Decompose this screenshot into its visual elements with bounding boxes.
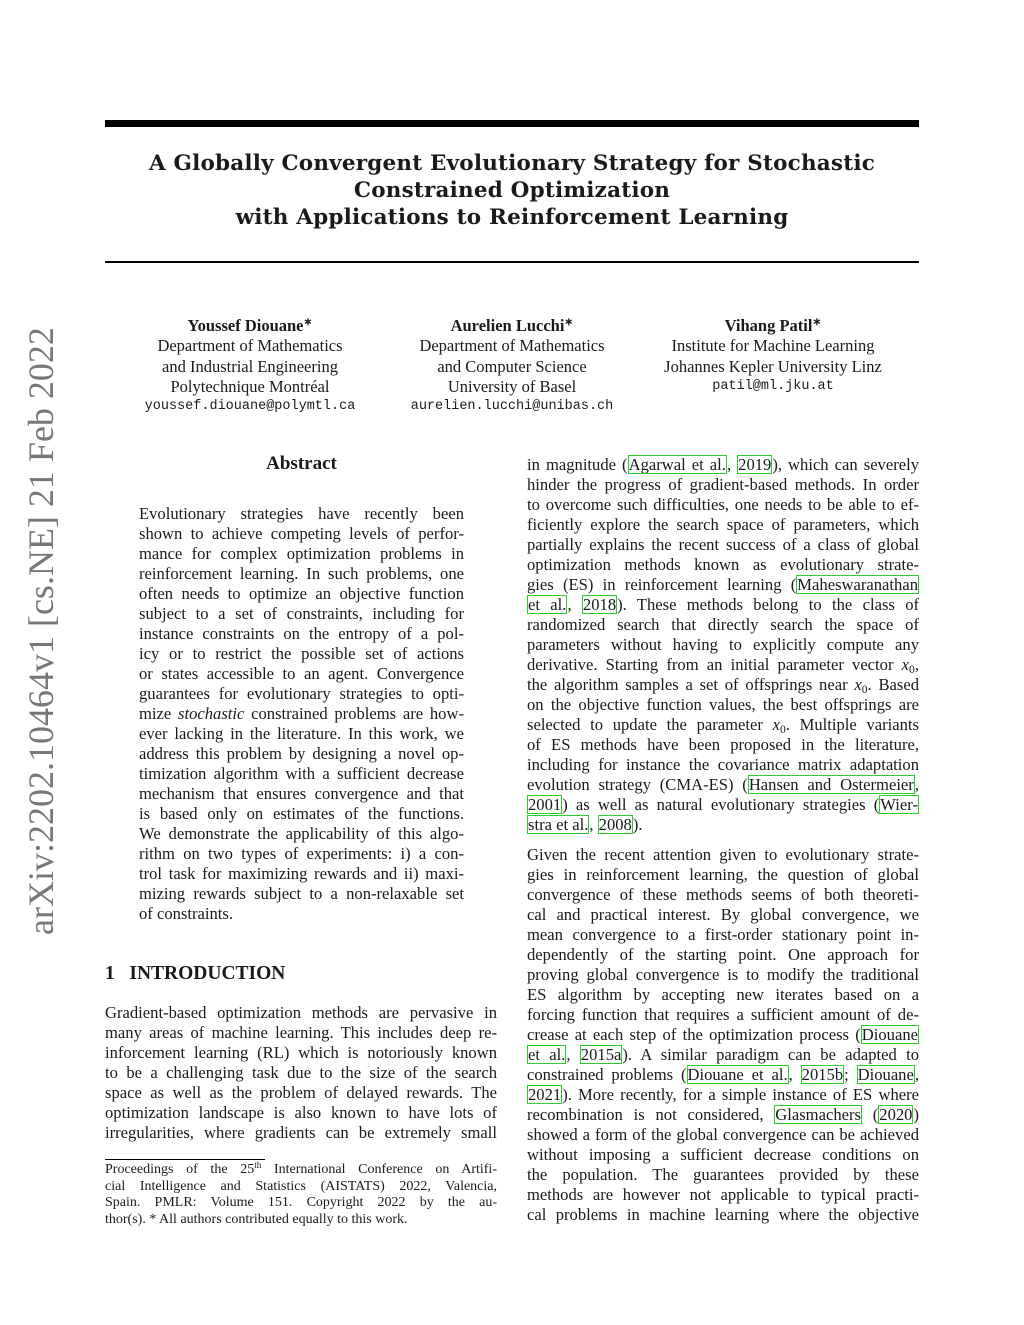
author-name-text: Youssef Diouane (187, 316, 304, 335)
text-line (105, 1123, 497, 1143)
citation-link[interactable]: 2008 (598, 815, 632, 834)
text-line (527, 515, 919, 535)
affiliation-line: and Computer Science (437, 356, 587, 376)
text-segment: often needs to optimize an objective function (139, 584, 464, 603)
text-segment: ( (861, 1105, 879, 1124)
text-line (527, 455, 919, 475)
text-segment: We demonstrate the applicability of this algo- (139, 824, 464, 843)
italic-text: x (854, 675, 862, 694)
text-line (527, 735, 919, 755)
text-segment: proving global convergence is to modify the traditional (527, 965, 919, 984)
citation-link[interactable]: 2020 (879, 1105, 913, 1124)
text-segment: Evolutionary strategies have recently been (139, 504, 464, 523)
text-segment: space as well as the problem of delayed rewards. The (105, 1083, 497, 1102)
author-name-text: Vihang Patil (724, 316, 813, 335)
text-line (527, 655, 919, 675)
citation-link[interactable]: et al. (528, 595, 567, 614)
text-segment: randomized search that directly search the space of (527, 615, 919, 634)
text-line (105, 1003, 497, 1023)
citation-link[interactable]: et al. (528, 1045, 566, 1064)
text-segment: rithm on two types of experiments: i) a con- (139, 844, 464, 863)
citation-link[interactable]: Glasmachers (775, 1105, 861, 1124)
author-block (120, 316, 380, 417)
text-segment: reinforcement learning. In such problems, one (139, 564, 464, 583)
text-segment: mizing rewards subject to a non-relaxable set (139, 884, 464, 903)
text-line (527, 755, 919, 775)
paper-title (105, 150, 919, 231)
title-line: Constrained Optimization (353, 178, 671, 203)
text-segment: showed a form of the global convergence can be achieved (527, 1125, 919, 1144)
text-segment: in magnitude ( (527, 455, 628, 474)
affiliation-line: and Industrial Engineering (162, 356, 338, 376)
affiliation-line: Johannes Kepler University Linz (664, 356, 882, 376)
text-segment: trol task for maximizing rewards and ii) maxi- (139, 864, 464, 883)
affiliation-line: Department of Mathematics (157, 336, 343, 356)
text-line (139, 544, 464, 564)
citation-link[interactable]: Hansen and Ostermeier (748, 775, 914, 794)
text-line (527, 1105, 919, 1125)
text-segment: forcing function that requires a sufficient amount of de- (527, 1005, 919, 1024)
intro-right-paragraph-1 (527, 455, 919, 835)
text-line (139, 504, 464, 524)
text-segment: hinder the progress of gradient-based methods. In order (527, 475, 919, 494)
text-line (105, 1103, 497, 1123)
text-segment: ; (844, 1065, 857, 1084)
text-segment: ) (913, 1105, 919, 1124)
text-line (527, 905, 919, 925)
text-segment: methods are however not applicable to typical practi- (527, 1185, 919, 1204)
text-segment: mize (139, 704, 178, 723)
citation-link[interactable]: 2015a (580, 1045, 622, 1064)
text-line (527, 715, 919, 735)
text-line (527, 845, 919, 865)
text-line (527, 1045, 919, 1065)
text-segment: Gradient-based optimization methods are pervasive in (105, 1003, 497, 1022)
text-segment: constrained problems ( (527, 1065, 687, 1084)
citation-link[interactable]: Agarwal et al. (628, 455, 726, 474)
text-segment: many areas of machine learning. This includes deep re- (105, 1023, 497, 1042)
text-line (527, 1145, 919, 1165)
text-segment: Proceedings of the 25 (105, 1162, 255, 1177)
text-segment: without imposing a sufficient decrease conditions on (527, 1145, 919, 1164)
text-line (139, 524, 464, 544)
text-line (527, 1085, 919, 1105)
intro-left-text (105, 1003, 497, 1143)
text-line (139, 784, 464, 804)
text-line (139, 624, 464, 644)
superscript: th (254, 1160, 262, 1170)
text-segment: including for instance the covariance matrix adaptation (527, 755, 919, 774)
author-name (643, 316, 903, 336)
text-line (527, 795, 919, 815)
text-line (139, 704, 464, 724)
text-line (139, 744, 464, 764)
text-line (105, 1162, 497, 1179)
text-segment: convergence of these methods seems of both theoreti- (527, 885, 919, 904)
text-line (139, 604, 464, 624)
text-line (105, 1063, 497, 1083)
text-segment: International Conference on Artifi- (261, 1162, 497, 1177)
text-line (527, 1205, 919, 1225)
author-name (382, 316, 642, 336)
text-line (527, 675, 919, 695)
text-segment: cal and practical interest. By global convergence, we (527, 905, 919, 924)
text-line (139, 664, 464, 684)
text-segment: , (726, 455, 738, 474)
author-block (643, 316, 903, 397)
abstract-body (139, 504, 464, 924)
affiliation-line: Institute for Machine Learning (671, 336, 875, 356)
section-number: 1 (105, 963, 115, 984)
text-line (527, 1005, 919, 1025)
text-segment: constrained problems are how- (244, 704, 464, 723)
text-segment: , (914, 775, 919, 794)
text-segment: the population. The guarantees provided by these (527, 1165, 919, 1184)
italic-text: x (772, 715, 780, 734)
title-top-rule (105, 120, 919, 127)
author-block (382, 316, 642, 417)
text-segment: to overcome such difficulties, one needs to be able to ef- (527, 495, 919, 514)
text-segment: icy or to restrict the possible set of actions (139, 644, 464, 663)
text-line (139, 684, 464, 704)
arxiv-identifier: arXiv:2202.10464v1 [cs.NE] 21 Feb 2022 (21, 327, 61, 935)
citation-link[interactable]: Diouane et al. (687, 1065, 788, 1084)
title-line: A Globally Convergent Evolutionary Strategy for Stochastic (148, 151, 876, 176)
text-segment: . Multiple variants (785, 715, 919, 734)
title-bottom-rule (105, 261, 919, 263)
text-line (105, 1195, 497, 1212)
text-line (527, 535, 919, 555)
text-line (527, 985, 919, 1005)
text-segment: , (914, 1065, 919, 1084)
text-segment: selected to update the parameter (527, 715, 773, 734)
text-line (527, 575, 919, 595)
text-segment: ES algorithm by accepting new iterates based on a (527, 985, 919, 1004)
author-mark: ∗ (812, 316, 822, 329)
text-line (527, 775, 919, 795)
text-segment: evolution strategy (CMA-ES) ( (527, 775, 748, 794)
text-line (527, 1165, 919, 1185)
citation-link[interactable]: 2015b (801, 1065, 844, 1084)
author-name (120, 316, 380, 336)
text-segment: ever lacking in the literature. In this work, we (139, 724, 464, 743)
text-segment: to be a challenging task due to the size of the search (105, 1063, 497, 1082)
text-segment: is based only on estimates of the functions. (139, 804, 464, 823)
text-segment: ). These methods belong to the class of (617, 595, 920, 614)
affiliation-line: University of Basel (447, 376, 577, 396)
italic-text: stochastic (178, 704, 245, 723)
text-segment: mechanism that ensures convergence and that (139, 784, 464, 803)
text-line (105, 1212, 497, 1229)
text-line (527, 595, 919, 615)
text-segment: thor(s). * All authors contributed equally to this work. (105, 1212, 408, 1228)
text-segment: irregularities, where gradients can be extremely small (105, 1123, 497, 1142)
text-line (139, 644, 464, 664)
text-line (527, 1185, 919, 1205)
title-line: with Applications to Reinforcement Learning (235, 205, 789, 230)
text-line (527, 965, 919, 985)
text-segment: partially explains the recent success of a class of global (527, 535, 919, 554)
text-line (139, 844, 464, 864)
text-segment: guarantees for evolutionary strategies to opti- (139, 684, 464, 703)
text-line (527, 865, 919, 885)
citation-link[interactable]: 2018 (582, 595, 617, 614)
text-segment: optimization methods known as evolutionary strate- (527, 555, 919, 574)
citation-link[interactable]: Maheswaranathan (797, 575, 918, 594)
text-segment: or states accessible to an agent. Convergence (139, 664, 464, 683)
text-line (139, 564, 464, 584)
text-line (139, 764, 464, 784)
text-line (527, 635, 919, 655)
text-segment: parameters without having to explicitly compute any (527, 635, 919, 654)
author-name-text: Aurelien Lucchi (450, 316, 565, 335)
text-segment: Spain. PMLR: Volume 151. Copyright 2022 by the au- (105, 1195, 497, 1211)
text-segment: crease at each step of the optimization process ( (527, 1025, 861, 1044)
text-segment: , (788, 1065, 801, 1084)
section-title: INTRODUCTION (129, 963, 286, 984)
citation-link[interactable]: stra et al. (528, 815, 589, 834)
text-segment: , (914, 655, 919, 674)
text-segment: Given the recent attention given to evolutionary strate- (527, 845, 919, 864)
author-email[interactable]: patil@ml.jku.at (712, 378, 834, 394)
author-mark: ∗ (303, 316, 313, 329)
text-segment: cal problems in machine learning where the objective (527, 1205, 919, 1224)
text-line (527, 1065, 919, 1085)
text-line (139, 724, 464, 744)
text-segment: cial Intelligence and Statistics (AISTATS) 2022, Valencia, (105, 1178, 497, 1194)
subscript: 0 (861, 682, 868, 696)
text-line (139, 824, 464, 844)
text-line (139, 864, 464, 884)
text-line (105, 1179, 497, 1196)
citation-link[interactable]: Wier- (880, 795, 918, 814)
text-segment: ficiently explore the search space of parameters, which (527, 515, 919, 534)
author-email[interactable]: youssef.diouane@polymtl.ca (144, 399, 356, 415)
citation-link[interactable]: Diouane (861, 1025, 918, 1044)
text-segment: on the objective function values, the best offsprings are (527, 695, 919, 714)
author-email[interactable]: aurelien.lucchi@unibas.ch (410, 399, 614, 415)
footnote (105, 1162, 497, 1229)
text-segment: the algorithm samples a set of offsprings near (527, 675, 855, 694)
text-segment: gies in reinforcement learning, the question of global (527, 865, 919, 884)
text-segment: ), which can severely (772, 455, 920, 474)
text-segment: , (566, 1045, 580, 1064)
affiliation-line: Polytechnique Montréal (170, 376, 330, 396)
text-segment: gies (ES) in reinforcement learning ( (527, 575, 797, 594)
text-segment: timization algorithm with a sufficient decrease (139, 764, 464, 783)
text-line (527, 925, 919, 945)
citation-link[interactable]: 2021 (528, 1085, 562, 1104)
affiliation-line: Department of Mathematics (419, 336, 605, 356)
author-mark: ∗ (564, 316, 574, 329)
text-line (139, 904, 464, 924)
text-line (139, 584, 464, 604)
text-segment: mance for complex optimization problems in (139, 544, 464, 563)
text-line (527, 815, 919, 835)
text-line (105, 1043, 497, 1063)
text-line (105, 1023, 497, 1043)
intro-right-paragraph-2 (527, 845, 919, 1225)
text-segment: dependently of the starting point. One approach for (527, 945, 919, 964)
text-line (527, 1125, 919, 1145)
text-line (527, 1025, 919, 1045)
text-segment: optimization landscape is also known to have lots of (105, 1103, 497, 1122)
text-segment: subject to a set of constraints, including for (139, 604, 464, 623)
text-segment: ) as well as natural evolutionary strategies ( (562, 795, 880, 814)
text-segment: of constraints. (139, 904, 234, 923)
text-line (527, 475, 919, 495)
section-heading (105, 963, 285, 985)
text-line (527, 695, 919, 715)
text-segment: address this problem by designing a novel op- (139, 744, 464, 763)
text-segment: recombination is not considered, (527, 1105, 775, 1124)
text-line (527, 495, 919, 515)
italic-text: x (901, 655, 910, 674)
text-line (527, 885, 919, 905)
citation-link[interactable]: 2001 (528, 795, 562, 814)
text-line (139, 804, 464, 824)
text-segment: of ES methods have been proposed in the literature, (527, 735, 919, 754)
text-segment: ). (632, 815, 643, 834)
abstract-heading: Abstract (266, 453, 337, 474)
footnote-rule (105, 1159, 265, 1160)
text-segment: , (589, 815, 598, 834)
text-line (527, 555, 919, 575)
text-segment: ). A similar paradigm can be adapted to (622, 1045, 920, 1064)
text-segment: ). More recently, for a simple instance of ES where (562, 1085, 919, 1104)
text-segment: inforcement learning (RL) which is notoriously known (105, 1043, 497, 1062)
text-line (527, 945, 919, 965)
subscript: 0 (909, 662, 915, 676)
text-line (527, 615, 919, 635)
citation-link[interactable]: Diouane (857, 1065, 914, 1084)
text-segment: instance constraints on the entropy of a pol- (139, 624, 464, 643)
text-segment: shown to achieve competing levels of perfor- (139, 524, 464, 543)
text-line (105, 1083, 497, 1103)
subscript: 0 (779, 722, 786, 736)
text-segment: , (567, 595, 582, 614)
citation-link[interactable]: 2019 (738, 455, 772, 474)
text-line (139, 884, 464, 904)
text-segment: derivative. Starting from an initial parameter vector (527, 655, 902, 674)
text-segment: . Based (867, 675, 919, 694)
text-segment: mean convergence to a first-order stationary point in- (527, 925, 919, 944)
